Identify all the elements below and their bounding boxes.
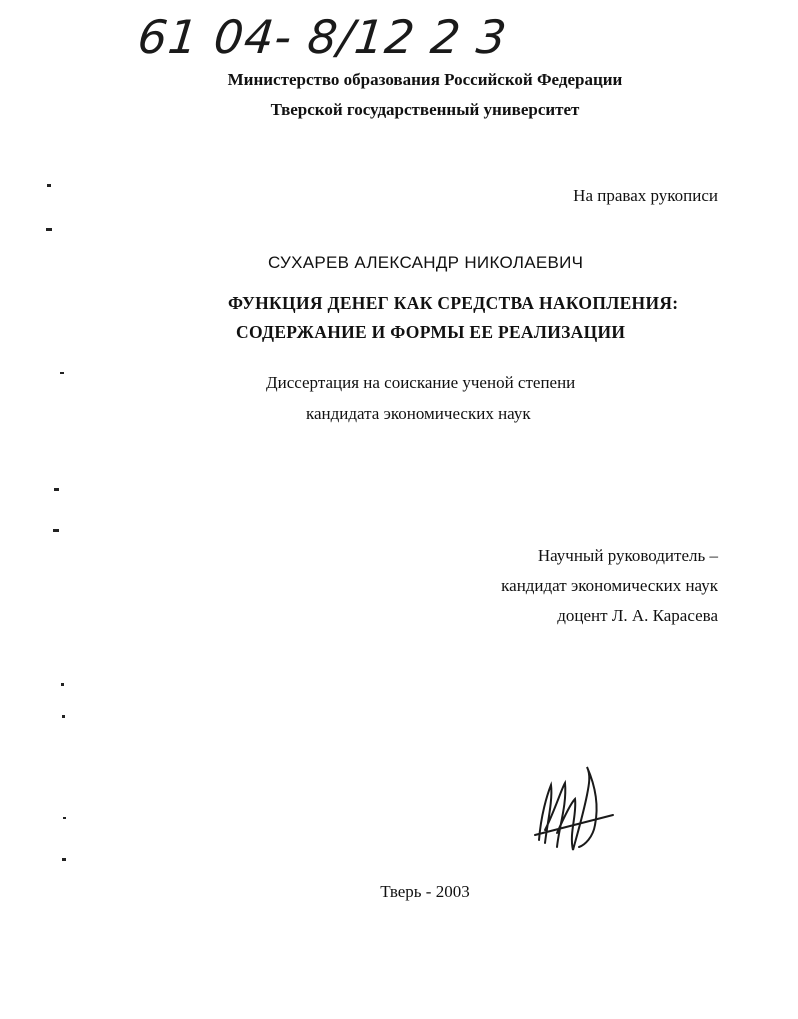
- thesis-title-line-1: ФУНКЦИЯ ДЕНЕГ КАК СРЕДСТВА НАКОПЛЕНИЯ:: [228, 293, 679, 313]
- city-year: Тверь - 2003: [380, 882, 470, 901]
- scan-artifact: [63, 817, 66, 819]
- scan-artifact: [46, 228, 52, 231]
- signature: [525, 755, 625, 865]
- dissertation-degree-line-1: Диссертация на соискание ученой степени: [266, 373, 576, 392]
- scan-artifact: [62, 858, 66, 861]
- ministry-heading: Министерство образования Российской Федерации: [227, 70, 623, 89]
- scan-artifact: [47, 184, 51, 187]
- manuscript-rights-note: На правах рукописи: [573, 186, 718, 205]
- supervisor-line-2: кандидат экономических наук: [501, 576, 718, 595]
- dissertation-degree-line-2: кандидата экономических наук: [306, 404, 531, 423]
- scan-artifact: [53, 529, 59, 532]
- thesis-title-line-2: СОДЕРЖАНИЕ И ФОРМЫ ЕЕ РЕАЛИЗАЦИИ: [236, 322, 626, 342]
- scan-artifact: [61, 683, 64, 686]
- scan-artifact: [54, 488, 59, 491]
- university-heading: Тверской государственный университет: [270, 100, 580, 119]
- archive-number: 61 04- 8/12 2 3: [135, 10, 510, 64]
- scan-artifact: [62, 715, 65, 718]
- supervisor-line-3: доцент Л. А. Карасева: [557, 606, 718, 625]
- supervisor-line-1: Научный руководитель –: [537, 546, 718, 565]
- author-name: СУХАРЕВ АЛЕКСАНДР НИКОЛАЕВИЧ: [268, 253, 584, 272]
- scan-artifact: [60, 372, 64, 374]
